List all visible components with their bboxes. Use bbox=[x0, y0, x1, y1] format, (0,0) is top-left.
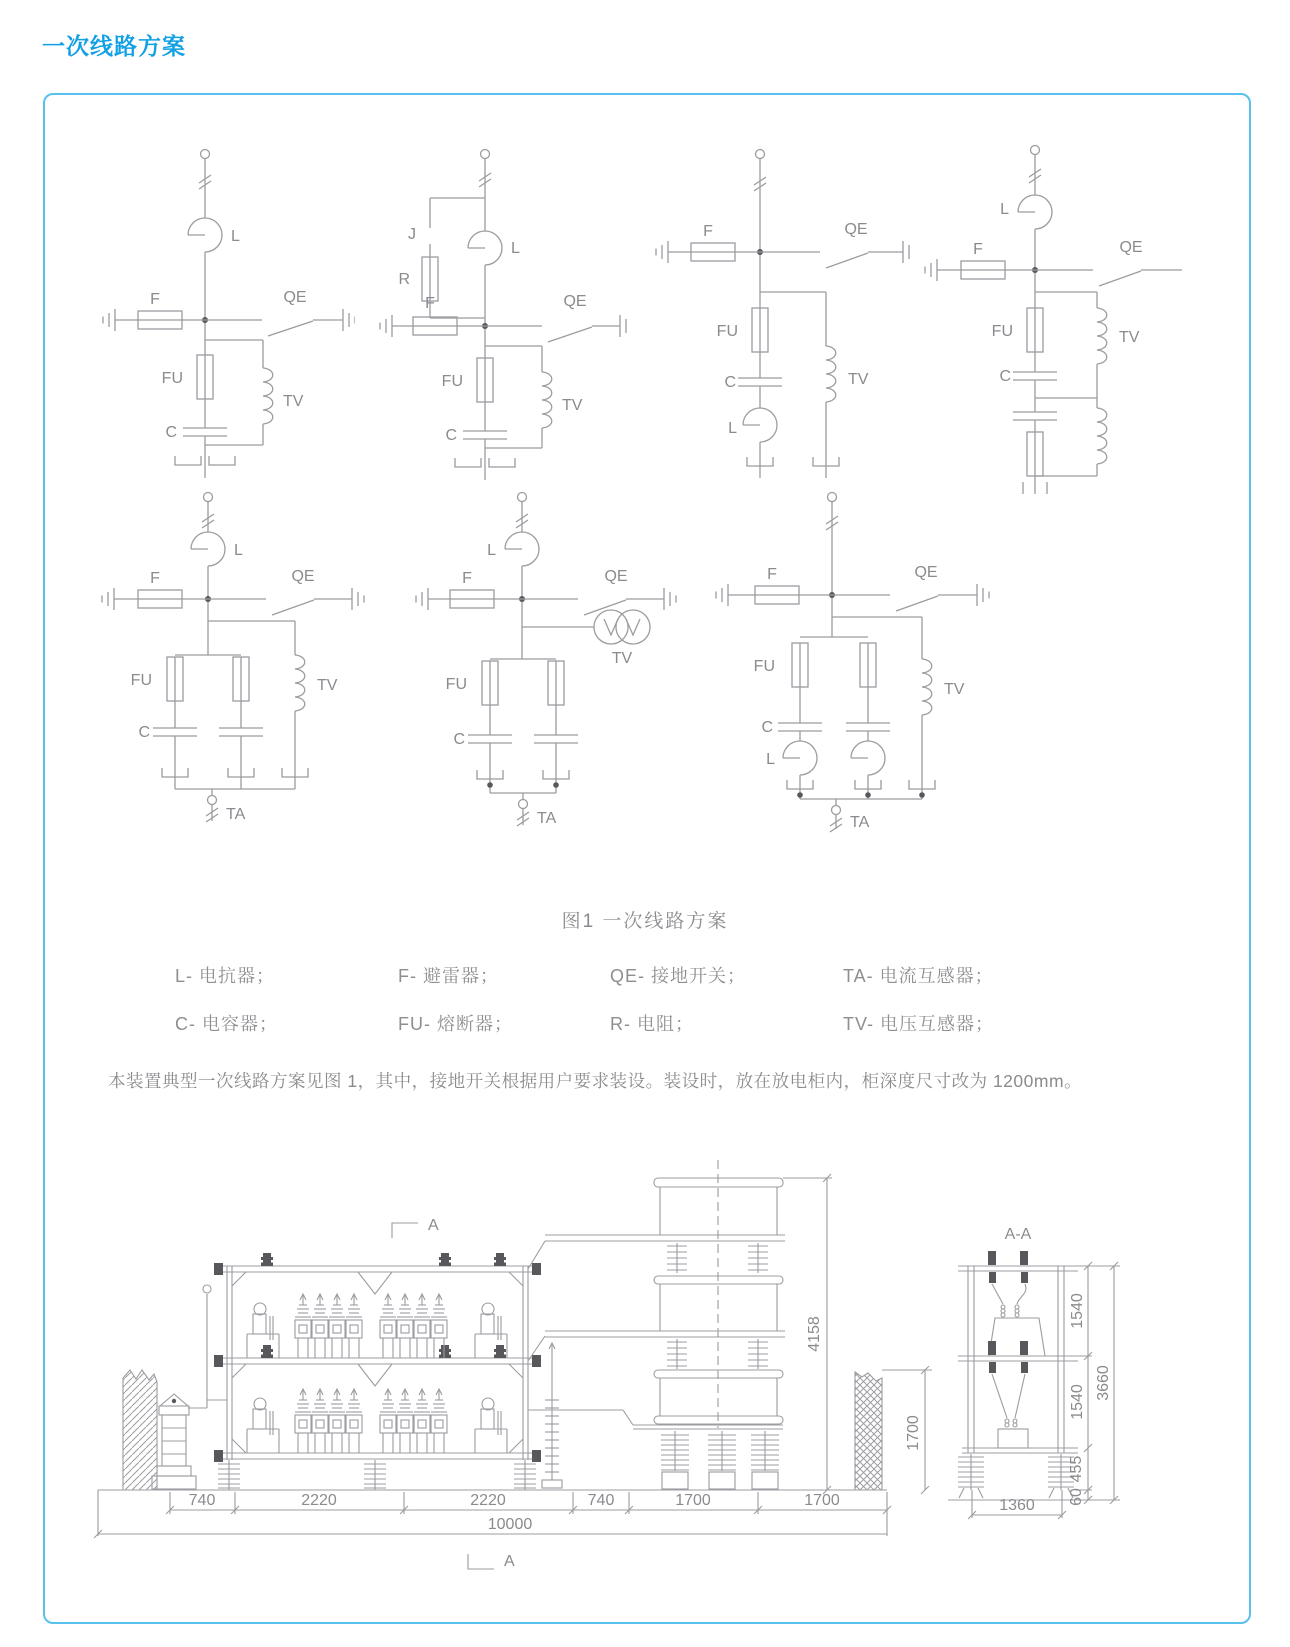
label-fu: FU bbox=[716, 323, 738, 340]
label-qe: QE bbox=[563, 293, 587, 310]
fuse-symbol bbox=[1027, 432, 1043, 476]
reactor-symbol bbox=[191, 532, 225, 566]
svg-text:A: A bbox=[428, 1217, 439, 1234]
legend-item-fu: FU- 熔断器； bbox=[398, 1014, 513, 1034]
svg-text:4158: 4158 bbox=[806, 1316, 823, 1352]
label-c: C bbox=[138, 724, 150, 741]
fuse-symbol bbox=[233, 657, 249, 701]
voltage-transformer-symbol bbox=[522, 610, 650, 644]
fuse-symbol bbox=[1027, 308, 1043, 352]
ground-icon bbox=[103, 309, 115, 331]
fuse-symbol bbox=[482, 661, 498, 705]
fuse-symbol bbox=[792, 643, 808, 687]
section-view-aa bbox=[948, 1226, 1120, 1519]
figure-caption: 图1 一次线路方案 bbox=[561, 911, 729, 932]
dim-1700-b: 1700 bbox=[804, 1492, 840, 1509]
label-fu: FU bbox=[753, 658, 775, 675]
dim-1540-lower: 1540 bbox=[1069, 1384, 1086, 1420]
dim-wall-height bbox=[882, 1366, 932, 1494]
label-qe: QE bbox=[914, 564, 938, 581]
label-l: L bbox=[231, 228, 240, 245]
circuit-diagram-7 bbox=[672, 487, 1002, 837]
body-text: 本装置典型一次线路方案见图 1，其中，接地开关根据用户要求装设。装设时，放在放电柜内，柜深度尺寸改为 1200mm。 bbox=[108, 1071, 1083, 1091]
circuit-diagram-2 bbox=[330, 140, 630, 485]
ground-icon bbox=[977, 584, 989, 606]
reactor-symbol bbox=[468, 231, 502, 265]
reactor-symbol bbox=[1018, 195, 1052, 229]
dim-2220-a: 2220 bbox=[301, 1492, 337, 1509]
ground-icon bbox=[102, 588, 114, 610]
svg-text:1700: 1700 bbox=[905, 1415, 922, 1451]
label-ta: TA bbox=[226, 806, 246, 823]
label-f: F bbox=[150, 570, 160, 587]
fuse-symbol bbox=[548, 661, 564, 705]
circuit-diagram-6 bbox=[372, 487, 692, 837]
label-f: F bbox=[462, 570, 472, 587]
label-l: L bbox=[234, 542, 243, 559]
voltage-transformer-coil bbox=[922, 659, 932, 715]
reactor-symbol bbox=[188, 218, 222, 252]
label-c: C bbox=[761, 719, 773, 736]
capacitor-rack bbox=[214, 1253, 541, 1490]
label-tv: TV bbox=[611, 650, 633, 667]
label-fu: FU bbox=[161, 370, 183, 387]
legend-item-l: L- 电抗器； bbox=[175, 966, 276, 986]
dim-1540-upper: 1540 bbox=[1069, 1293, 1086, 1329]
label-tv: TV bbox=[283, 393, 304, 410]
legend-item-r: R- 电阻； bbox=[610, 1014, 694, 1034]
label-l: L bbox=[728, 420, 737, 437]
ground-icon bbox=[656, 241, 668, 263]
label-ta: TA bbox=[537, 810, 557, 827]
ground-icon bbox=[380, 315, 392, 337]
label-fu: FU bbox=[445, 676, 467, 693]
voltage-transformer-coil bbox=[1097, 308, 1107, 364]
dim-455: 455 bbox=[1068, 1455, 1085, 1483]
right-wall bbox=[855, 1372, 882, 1490]
label-tv: TV bbox=[562, 397, 583, 414]
reactor-symbol bbox=[505, 532, 539, 566]
page-title: 一次线路方案 bbox=[42, 33, 186, 59]
label-r: R bbox=[398, 271, 410, 288]
bottom-dimensions bbox=[94, 1490, 891, 1538]
reactor-symbol bbox=[743, 408, 777, 442]
label-f: F bbox=[973, 241, 983, 258]
arrester-symbol bbox=[138, 311, 182, 329]
dim-10000: 10000 bbox=[487, 1516, 533, 1533]
label-qe: QE bbox=[283, 289, 307, 306]
dim-2220-b: 2220 bbox=[470, 1492, 506, 1509]
dim-740-b: 740 bbox=[587, 1492, 615, 1509]
ground-icon bbox=[352, 588, 364, 610]
legend-item-c: C- 电容器； bbox=[175, 1014, 278, 1034]
arrester-symbol bbox=[413, 317, 457, 335]
dim-3660: 3660 bbox=[1095, 1365, 1112, 1401]
label-fu: FU bbox=[441, 373, 463, 390]
legend-item-tv: TV- 电压互感器； bbox=[843, 1014, 995, 1034]
dim-1700-a: 1700 bbox=[675, 1492, 711, 1509]
label-tv: TV bbox=[848, 371, 869, 388]
label-qe: QE bbox=[291, 568, 315, 585]
arrester-symbol bbox=[755, 586, 799, 604]
fuse-symbol bbox=[167, 657, 183, 701]
left-wall bbox=[123, 1370, 157, 1490]
label-tv: TV bbox=[944, 681, 965, 698]
circuit-diagram-4 bbox=[885, 140, 1185, 500]
section-title: A-A bbox=[1004, 1226, 1032, 1243]
dim-740-a: 740 bbox=[188, 1492, 216, 1509]
label-f: F bbox=[425, 295, 435, 312]
arrester-symbol bbox=[961, 261, 1005, 279]
arrester-symbol bbox=[450, 590, 494, 608]
section-marker-top bbox=[392, 1217, 439, 1238]
voltage-transformer-coil bbox=[295, 655, 305, 711]
label-fu: FU bbox=[991, 323, 1013, 340]
fuse-symbol bbox=[477, 358, 493, 402]
label-qe: QE bbox=[844, 221, 868, 238]
label-j: J bbox=[408, 226, 416, 243]
circuit-diagram-3 bbox=[610, 140, 910, 485]
label-c: C bbox=[724, 374, 736, 391]
voltage-transformer-coil bbox=[542, 372, 552, 428]
label-ta: TA bbox=[850, 814, 870, 831]
fuse-symbol bbox=[197, 355, 213, 399]
label-l: L bbox=[1000, 201, 1009, 218]
dim-1360: 1360 bbox=[999, 1497, 1035, 1514]
ground-icon bbox=[416, 588, 428, 610]
reactor-symbol bbox=[851, 741, 885, 775]
svg-text:A: A bbox=[504, 1553, 515, 1570]
label-l: L bbox=[766, 751, 775, 768]
label-tv: TV bbox=[317, 677, 338, 694]
fuse-symbol bbox=[752, 308, 768, 352]
circuit-diagram-5 bbox=[60, 487, 380, 837]
label-c: C bbox=[165, 424, 177, 441]
section-marker-bottom bbox=[468, 1553, 515, 1570]
label-fu: FU bbox=[130, 672, 152, 689]
reactor-symbol bbox=[783, 741, 817, 775]
label-qe: QE bbox=[604, 568, 628, 585]
reactor-stack bbox=[528, 1160, 785, 1489]
label-f: F bbox=[703, 223, 713, 240]
label-tv: TV bbox=[1119, 329, 1140, 346]
voltage-transformer-coil bbox=[1097, 408, 1107, 464]
installation-drawing bbox=[90, 1098, 1210, 1603]
label-qe: QE bbox=[1119, 239, 1143, 256]
ground-icon bbox=[925, 259, 937, 281]
arrester-symbol bbox=[691, 243, 735, 261]
legend-item-ta: TA- 电流互感器； bbox=[843, 966, 994, 986]
voltage-transformer-coil bbox=[263, 368, 273, 424]
dim-60: 60 bbox=[1068, 1488, 1085, 1506]
voltage-transformer-coil bbox=[826, 346, 836, 402]
label-f: F bbox=[150, 291, 160, 308]
circuit-diagram-1 bbox=[55, 140, 355, 485]
label-c: C bbox=[453, 731, 465, 748]
legend-item-f: F- 避雷器； bbox=[398, 966, 499, 986]
label-c: C bbox=[445, 427, 457, 444]
dim-stack-height bbox=[783, 1174, 832, 1494]
fuse-symbol bbox=[860, 643, 876, 687]
label-l: L bbox=[487, 542, 496, 559]
ground-icon bbox=[716, 584, 728, 606]
arrester-symbol bbox=[138, 590, 182, 608]
legend-item-qe: QE- 接地开关； bbox=[610, 966, 747, 986]
label-l: L bbox=[511, 240, 520, 257]
post-insulator-column bbox=[542, 1343, 562, 1488]
label-c: C bbox=[999, 368, 1011, 385]
label-f: F bbox=[767, 566, 777, 583]
